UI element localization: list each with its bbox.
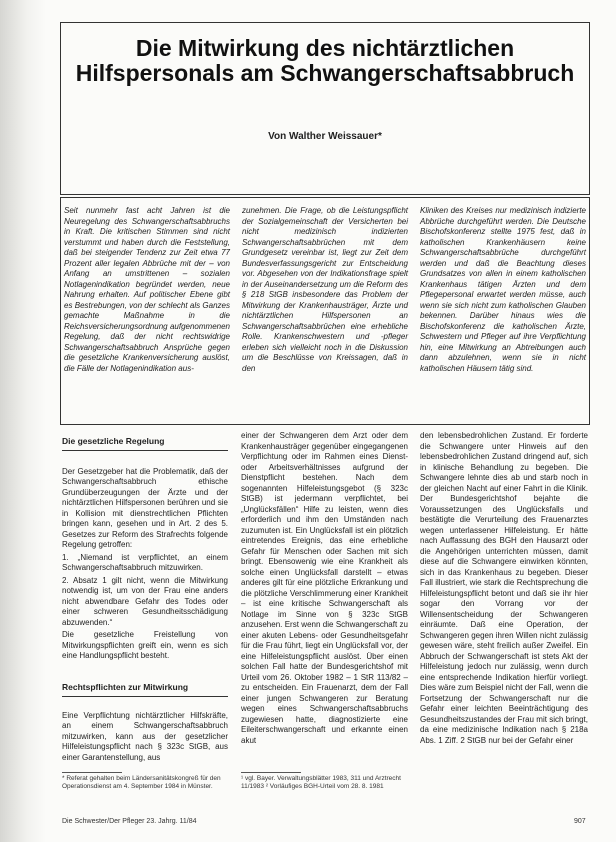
paragraph: Die gesetzliche Freistellung von Mitwirkungspflichten greift ein, wenn es sich eine Handlungspflicht besteht. — [62, 630, 228, 660]
page-number: 907 — [574, 818, 586, 825]
intro-column-1: Seit nunmehr fast acht Jahren ist die Neuregelung des Schwangerschaftsabbruchs in Kraft. Die kritischen Stimmen sind nicht verstummt und haben durch die Feststellung, daß bei steigender Tendenz zur Zeit etwa 77 Prozent aller legalen Abbrüche mit der – von Anfang an umstrittenen – sozialen Notlagenindikation begründet werden, neue Nahrung erhalten. Auf politischer Ebene gibt es Bestrebungen, von der schlecht als Ganzes gemachte Maßnahme in die Reichsversicherungsordnung aufgenommenen Regelung, daß der nicht rechtswidrige Schwangerschaftsabbruch Ansprüche gegen die gesetzliche Krankenversicherung auslöst, die Fälle der Notlagenindikation aus- — [64, 206, 230, 373]
paragraph: Der Gesetzgeber hat die Problematik, daß der Schwangerschaftsabbruch ethische Grundüberzeugungen der Ärzte und der nichtärztlichen Hilfspersonen berühren und sie in Kollision mit dienstrechtlichen Pflichten bringen kann, gesehen und in Art. 2 des 5. Gesetzes zur Reform des Strafrechts folgende Regelung getroffen: — [62, 466, 228, 549]
section-heading: Rechtspflichten zur Mitwirkung — [62, 682, 228, 697]
list-item: 1. „Niemand ist verpflichtet, an einem Schwangerschaftsabbruch mitzuwirken. — [62, 552, 228, 572]
footnote-left — [62, 772, 228, 791]
middle-column — [241, 431, 408, 748]
article-title: Die Mitwirkung des nichtärztlichen Hilfspersonals am Schwangerschaftsabbruch — [75, 35, 575, 86]
journal-footer: Die Schwester/Der Pfleger 23. Jahrg. 11/84 — [62, 818, 197, 825]
footnote-rule — [241, 772, 301, 773]
list-item: 2. Absatz 1 gilt nicht, wenn die Mitwirkung notwendig ist, um von der Frau eine anders nicht abwendbare Gefahr des Todes oder einer schweren Gesundheitsschädigung abzuwenden.“ — [62, 575, 228, 627]
section-heading: Die gesetzliche Regelung — [62, 436, 228, 451]
footnote-text: * Referat gehalten beim Ländersanitätskongreß für den Operationsdienst am 4. September 1984 in Münster. — [62, 775, 221, 790]
section-gesetzliche-regelung — [62, 436, 228, 664]
intro-column-3: Kliniken des Kreises nur medizinisch indizierte Abbrüche durchgeführt werden. Die Deutsche Bischofskonferenz stellte 1975 fest, daß in katholischen Krankenhäusern keine Schwangerschaftsabbrüche durchgeführt werden und daß die Beachtung dieses Grundsatzes von allen in einem katholischen Krankenhaus tätigen Ärzten und dem Pflegepersonal erwartet werden müsse, auch wenn sie sich nicht zum katholischen Glauben bekennen. Darüber hinaus wies die Bischofskonferenz die katholischen Ärzte, Schwestern und Pfleger auf ihre Verpflichtung hin, eine Mitwirkung an Abtreibungen auch dann abzulehnen, wenn sie in nicht katholischen Häusern tätig sind. — [420, 206, 586, 373]
paragraph: Eine Verpflichtung nichtärztlicher Hilfskräfte, an einem Schwangerschaftsabbruch mitzuwirken, kann aus der gesetzlicher Hilfeleistungspflicht nach § 323c StGB, aus einer Garantenstellung, aus — [62, 710, 228, 762]
section-rechtspflichten — [62, 682, 228, 765]
paragraph: den lebensbedrohlichen Zustand. Er forderte die Schwangere unter Hinweis auf den lebensbedrohlichen Zustand dringend auf, sich in klinische Behandlung zu begeben. Die Schwangere lehnte dies ab und starb noch in der gleichen Nacht auf einer Fahrt in die Klinik. Der Bundesgerichtshof bejahte die Voraussetzungen des Unglücksfalls und bestätigte die Verurteilung des Frauenarztes wegen unterlassener Hilfeleistung. Er hätte nach Auffassung des BGH den Hausarzt oder die Angehörigen unterrichten müssen, damit diese auf die Schwangere einwirken könnten, sich in das Krankenhaus zu begeben. Dieser Fall illustriert, wie stark die Rechtsprechung die Hilfeleistungspflicht betont und daß sie ihr hier sogar den Vorrang vor der Willensentscheidung der Schwangeren einräumte. Daß eine Operation, der Schwangeren gegen ihren Willen nicht zulässig gewesen wäre, steht freilich außer Zweifel. Ein Abbruch der Schwangerschaft ist stets Akt der Hilfeleistung jedoch nur zulässig, wenn durch eine entsprechende Indikation hierfür vorliegt. Dies wäre zum Beispiel nicht der Fall, wenn die Fortsetzung der Schwangerschaft nur die Gefahr einer leichten Beeinträchtigung des Gesundheitszustandes der Frau mit sich bringt, da eine medizinische Indikation nach § 218a Abs. 1 Ziff. 2 StGB nur bei der Gefahr einer — [420, 431, 588, 745]
paragraph: einer der Schwangeren dem Arzt oder dem Krankenhausträger gegenüber eingegangenen Verpflichtung oder im Rahmen eines Dienst- oder Arbeitsverhältnisses aufgrund der Dienstpflicht bestehen. Nach dem sogenannten Hilfeleistungsgebot (§ 323c StGB) ist jedermann verpflichtet, bei „Unglücksfällen“ Hilfe zu leisten, wenn dies erforderlich und ihm den Umständen nach zuzumuten ist. Ein Unglücksfall ist ein plötzlich eintretendes Ereignis, das eine erhebliche Gefahr für Menschen oder Sachen mit sich bringt. Ebensowenig wie eine Krankheit als solche einen Unglücksfall darstellt – etwas anderes gilt für eine plötzliche Erkrankung und die plötzliche Verschlimmerung einer Krankheit – ist eine kritische Schwangerschaft als Notlage im Sinne von § 323c StGB anzusehen. Erst wenn die Schwangerschaft zu einer akuten Lebens- oder Gesundheitsgefahr für die Frau führt, liegt ein Unglücksfall vor, der eine Hilfeleistungspflicht auslöst. Über einen solchen Fall hatte der Bundesgerichtshof mit Urteil vom 26. Oktober 1982 – 1 StR 113/82 – zu entscheiden. Ein Frauenarzt, dem der Fall einer jungen Schwangeren zur Beratung wegen eines Schwangerschaftsabbruchs zugewiesen hatte, diagnostizierte eine Eileiterschwangerschaft und erkannte einen akut — [241, 431, 408, 745]
intro-column-2: zunehmen. Die Frage, ob die Leistungspflicht der Sozialgemeinschaft der Versicherten bei nicht medizinisch indizierten Schwangerschaftsabbrüchen mit dem Grundgesetz vereinbar ist, liegt zur Zeit dem Bundesverfassungsgericht zur Entscheidung vor. Abgesehen von der Indikationsfrage spielt in der Auseinandersetzung um die Reform des § 218 StGB insbesondere das Problem der Mitwirkung der Krankenhausträger, Ärzte und nichtärztlichen Hilfspersonen an Schwangerschaftsabbrüchen eine erhebliche Rolle. Krankenschwestern und -pfleger erleben sich vielleicht noch in die Diskussion um die Beschlüsse von Kreissagen, daß in den — [242, 206, 408, 373]
article-author: Von Walther Weissauer* — [268, 131, 382, 142]
footnote-text: ¹ vgl. Bayer. Verwaltungsblätter 1983, 311 und Arztrecht 11/1983 ² Vorläufiges BGH-Urteil vom 28. 8. 1981 — [241, 775, 401, 790]
scan-shadow — [0, 0, 46, 842]
footnote-right — [241, 772, 408, 791]
right-column — [420, 431, 588, 748]
footnote-rule — [62, 772, 122, 773]
